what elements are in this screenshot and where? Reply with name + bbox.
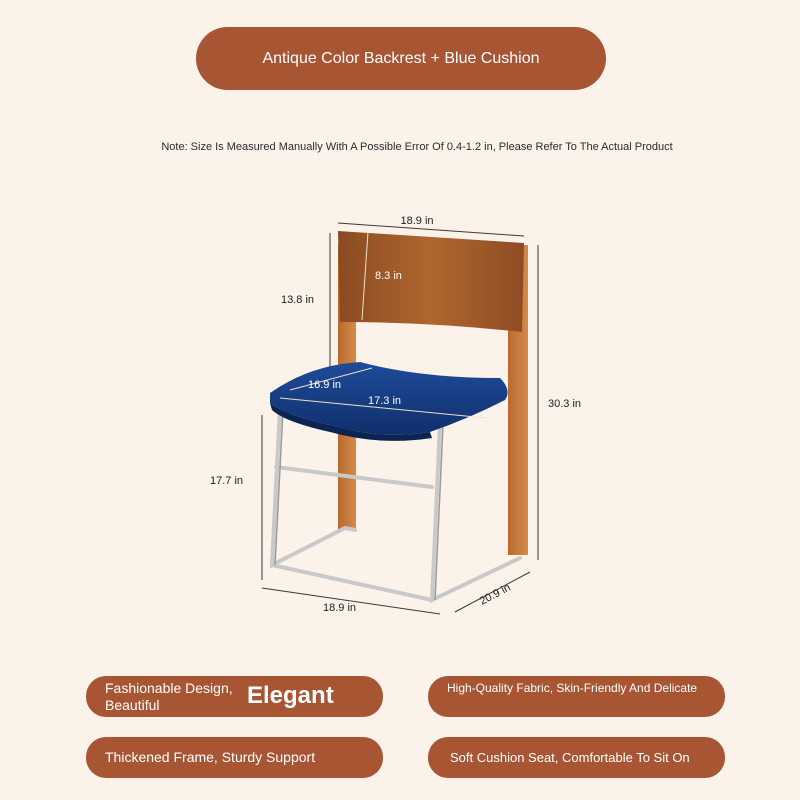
dim-seat-width: 17.3 in xyxy=(368,395,402,407)
feature-1-highlight: Elegant xyxy=(247,682,334,709)
dim-backrest-height: 8.3 in xyxy=(375,270,402,282)
backrest xyxy=(338,231,524,332)
feature-thickened-frame xyxy=(86,737,383,778)
title-text: Antique Color Backrest + Blue Cushion xyxy=(262,49,540,67)
feature-4-text: Soft Cushion Seat, Comfortable To Sit On xyxy=(450,750,690,765)
dim-base-width: 18.9 in xyxy=(323,602,357,614)
feature-1-line2: Beautiful xyxy=(105,697,160,713)
feature-soft-cushion xyxy=(428,737,725,778)
feature-1-line1: Fashionable Design, xyxy=(105,680,233,696)
dim-base-depth: 20.9 in xyxy=(477,581,513,608)
dim-seat-to-top: 13.8 in xyxy=(281,294,315,306)
dim-seat-height: 17.7 in xyxy=(210,475,244,487)
dim-seat-depth: 16.9 in xyxy=(308,379,342,391)
dim-total-height: 30.3 in xyxy=(548,398,582,410)
feature-fashionable-design xyxy=(86,676,383,717)
size-note: Note: Size Is Measured Manually With A Possible Error Of 0.4-1.2 in, Please Refer To The Actual Product xyxy=(161,141,673,153)
feature-high-quality-fabric xyxy=(428,676,725,717)
feature-2-text: High-Quality Fabric, Skin-Friendly And Delicate xyxy=(447,681,698,695)
feature-3-text: Thickened Frame, Sturdy Support xyxy=(105,749,316,765)
dim-backrest-width: 18.9 in xyxy=(400,215,434,227)
